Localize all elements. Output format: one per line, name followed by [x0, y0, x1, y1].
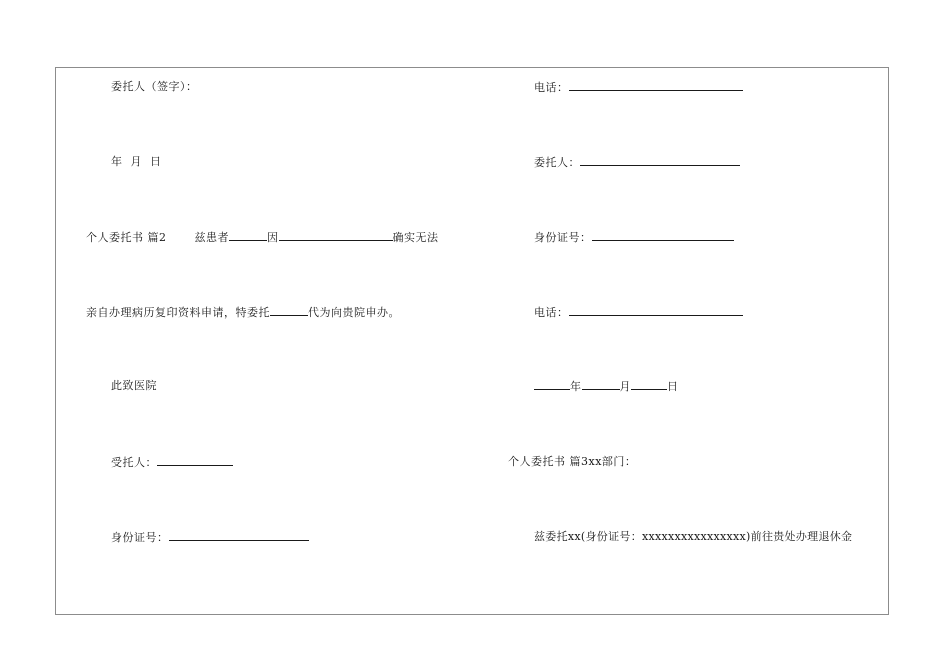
left-id-blank	[169, 530, 309, 541]
left-id-line	[111, 530, 309, 545]
right-phone-line-2	[534, 305, 743, 320]
day-label: 日	[667, 380, 679, 393]
right-id-line	[534, 230, 734, 245]
date-label: 年 月 日	[111, 155, 162, 168]
letter2-body-text-b: 代为向贵院申办。	[308, 306, 400, 319]
letter2-intro-text-b: 因	[267, 231, 279, 244]
right-date-line	[534, 379, 679, 394]
letter3-body-line	[534, 530, 852, 544]
right-principal-line	[534, 155, 740, 170]
month-label: 月	[619, 380, 631, 393]
agent-blank	[157, 455, 233, 466]
right-principal-blank	[580, 155, 740, 166]
agent-label: 受托人：	[111, 456, 157, 469]
year-label: 年	[570, 380, 582, 393]
month-blank	[582, 379, 620, 390]
letter2-intro-text-c: 确实无法	[392, 231, 439, 244]
letter3-title: 个人委托书 篇3xx部门：	[508, 455, 637, 468]
principal-signature-line	[111, 80, 198, 94]
right-phone-line-1	[534, 80, 743, 95]
right-phone-blank-1	[569, 80, 743, 91]
salutation-line	[111, 379, 157, 393]
letter3-body: 兹委托xx(身份证号：xxxxxxxxxxxxxxxx)前往贵处办理退休金	[534, 530, 853, 543]
right-id-label: 身份证号：	[534, 231, 592, 244]
right-phone-label-2: 电话：	[534, 306, 569, 319]
right-phone-label-1: 电话：	[534, 81, 569, 94]
agent-name-blank	[270, 305, 308, 316]
day-blank	[631, 379, 667, 390]
date-line	[111, 155, 162, 169]
agent-line	[111, 455, 233, 470]
letter2-body-text-a: 亲自办理病历复印资料申请，特委托	[86, 306, 270, 319]
letter2-body-line	[86, 305, 400, 320]
right-phone-blank-2	[569, 305, 743, 316]
letter2-intro-line	[86, 230, 439, 245]
letter3-title-line	[508, 455, 636, 469]
patient-name-blank	[229, 230, 267, 241]
principal-signature-label: 委托人（签字）：	[111, 80, 198, 93]
right-principal-label: 委托人：	[534, 156, 580, 169]
letter2-title: 个人委托书 篇2	[86, 231, 167, 244]
reason-blank	[279, 230, 393, 241]
year-blank	[534, 379, 570, 390]
letter2-intro-text-a: 兹患者	[194, 231, 229, 244]
left-id-label: 身份证号：	[111, 531, 169, 544]
salutation-text: 此致医院	[111, 379, 157, 392]
right-id-blank	[592, 230, 734, 241]
